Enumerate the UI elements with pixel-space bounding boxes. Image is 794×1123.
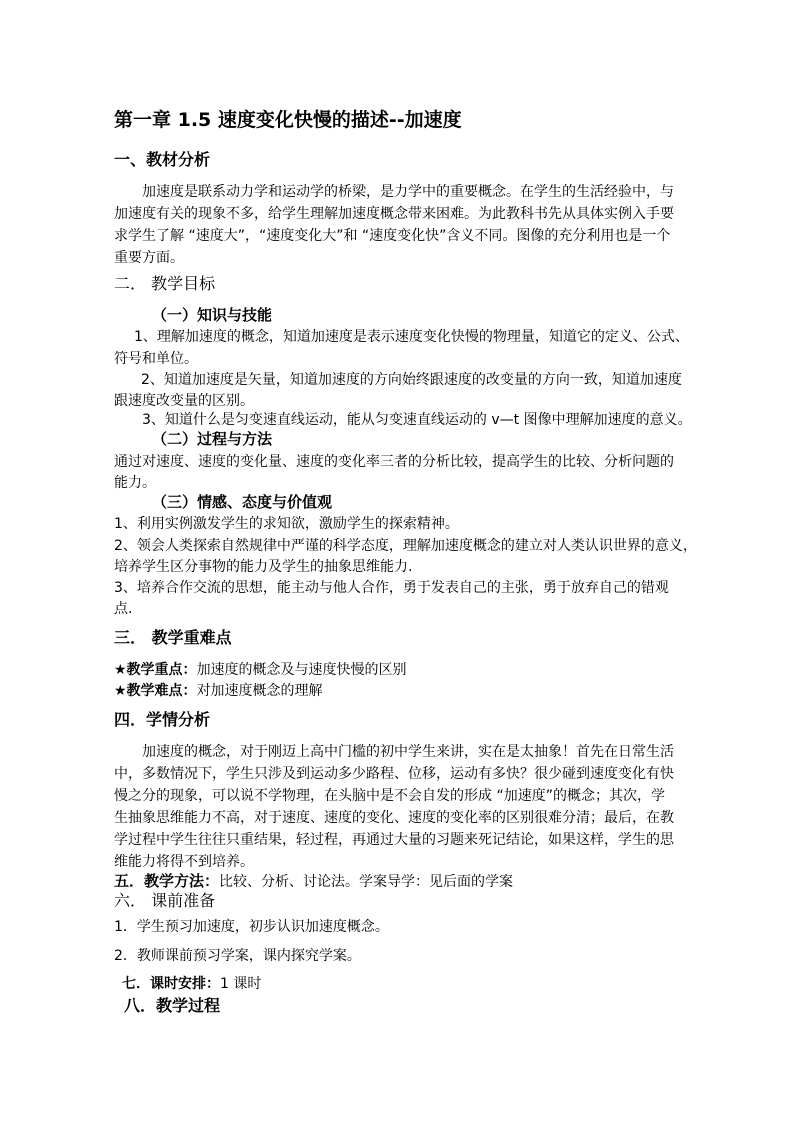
difficulty-line [114, 682, 323, 700]
key-point-text: 加速度的概念及与速度快慢的区别 [196, 662, 407, 678]
goal-line: 1、利用实例激发学生的求知欲，激励学生的探索精神。 [114, 516, 459, 532]
section-heading-learner-analysis: 四．学情分析 [114, 710, 211, 729]
subheading-knowledge-skills: （一）知识与技能 [152, 306, 273, 324]
paragraph-line: 加速度有关的现象不多，给学生理解加速度概念带来困难。为此教科书先从具体实例入手要 [114, 206, 674, 222]
paragraph-line: 学过程中学生往往只重结果，轻过程，再通过大量的习题来死记结论，如果这样，学生的思 [114, 832, 674, 848]
paragraph-line: 求学生了解 “速度大”，“速度变化大”和 “速度变化快”含义不同。图像的充分利用也是一个 [114, 228, 671, 244]
subheading-process-methods: （二）过程与方法 [152, 430, 273, 448]
goal-line: 能力。 [114, 475, 156, 491]
paragraph-line: 维能力将得不到培养。 [114, 854, 254, 870]
schedule-text: 1 课时 [220, 976, 262, 992]
goal-line: 3、培养合作交流的思想，能主动与他人合作，勇于发表自己的主张，勇于放弃自己的错观 [114, 580, 669, 596]
section-heading-preparation: 六． 课前准备 [114, 891, 216, 910]
teaching-method-line [114, 872, 513, 891]
goal-line: 1、理解加速度的概念，知道加速度是表示速度变化快慢的物理量，知道它的定义、公式、 [134, 329, 689, 345]
subheading-emotion-values: （三）情感、态度与价值观 [152, 493, 333, 511]
goal-line: 3、知道什么是匀变速直线运动，能从匀变速直线运动的 v—t 图像中理解加速度的意义。 [142, 412, 692, 428]
teaching-method-text: 比较、分析、讨论法。学案导学：见后面的学案 [219, 874, 514, 890]
paragraph-line: 加速度是联系动力学和运动学的桥梁，是力学中的重要概念。在学生的生活经验中，与 [142, 184, 674, 200]
paragraph-line: 生抽象思维能力不高，对于速度、速度的变化、速度的变化率的区别很难分清；最后，在教 [114, 810, 674, 826]
preparation-item: 1．学生预习加速度，初步认识加速度概念。 [114, 919, 389, 935]
section-heading-teaching-process: 八．教学过程 [124, 996, 221, 1015]
paragraph-line: 加速度的概念，对于刚迈上高中门槛的初中学生来讲，实在是太抽象！首先在日常生活 [142, 744, 674, 760]
goal-line: 培养学生区分事物的能力及学生的抽象思维能力. [114, 559, 413, 575]
difficulty-label: ★教学难点： [114, 683, 197, 699]
key-point-label: ★教学重点： [114, 662, 197, 678]
section-heading-key-points: 三． 教学重难点 [114, 628, 232, 647]
preparation-item: 2．教师课前预习学案，课内探究学案。 [114, 948, 361, 964]
goal-line: 2、知道加速度是矢量，知道加速度的方向始终跟速度的改变量的方向一致，知道加速度 [141, 372, 682, 388]
paragraph-line: 慢之分的现象，可以说不学物理，在头脑中是不会自发的形成 “加速度”的概念；其次，学 [114, 788, 665, 804]
section-heading-teaching-goals: 二． 教学目标 [114, 274, 216, 293]
goal-line: 2、领会人类探索自然规律中严谨的科学态度，理解加速度概念的建立对人类认识世界的意义， [114, 538, 697, 554]
goal-line: 符号和单位。 [114, 351, 198, 367]
teaching-method-label: 五．教学方法： [114, 872, 220, 890]
difficulty-text: 对加速度概念的理解 [196, 683, 323, 699]
goal-line: 点. [114, 601, 133, 617]
goal-line: 跟速度改变量的区别。 [114, 393, 254, 409]
schedule-label: 七．课时安排： [122, 976, 220, 992]
schedule-line [122, 975, 261, 993]
key-point-line [114, 661, 407, 679]
paragraph-line: 重要方面。 [114, 250, 184, 266]
goal-line: 通过对速度、速度的变化量、速度的变化率三者的分析比较，提高学生的比较、分析问题的 [114, 454, 674, 470]
section-heading-textbook-analysis: 一、教材分析 [114, 150, 211, 169]
paragraph-line: 中，多数情况下，学生只涉及到运动多少路程、位移，运动有多快？很少碰到速度变化有快 [114, 766, 674, 782]
document-title: 第一章 1.5 速度变化快慢的描述--加速度 [114, 109, 462, 131]
